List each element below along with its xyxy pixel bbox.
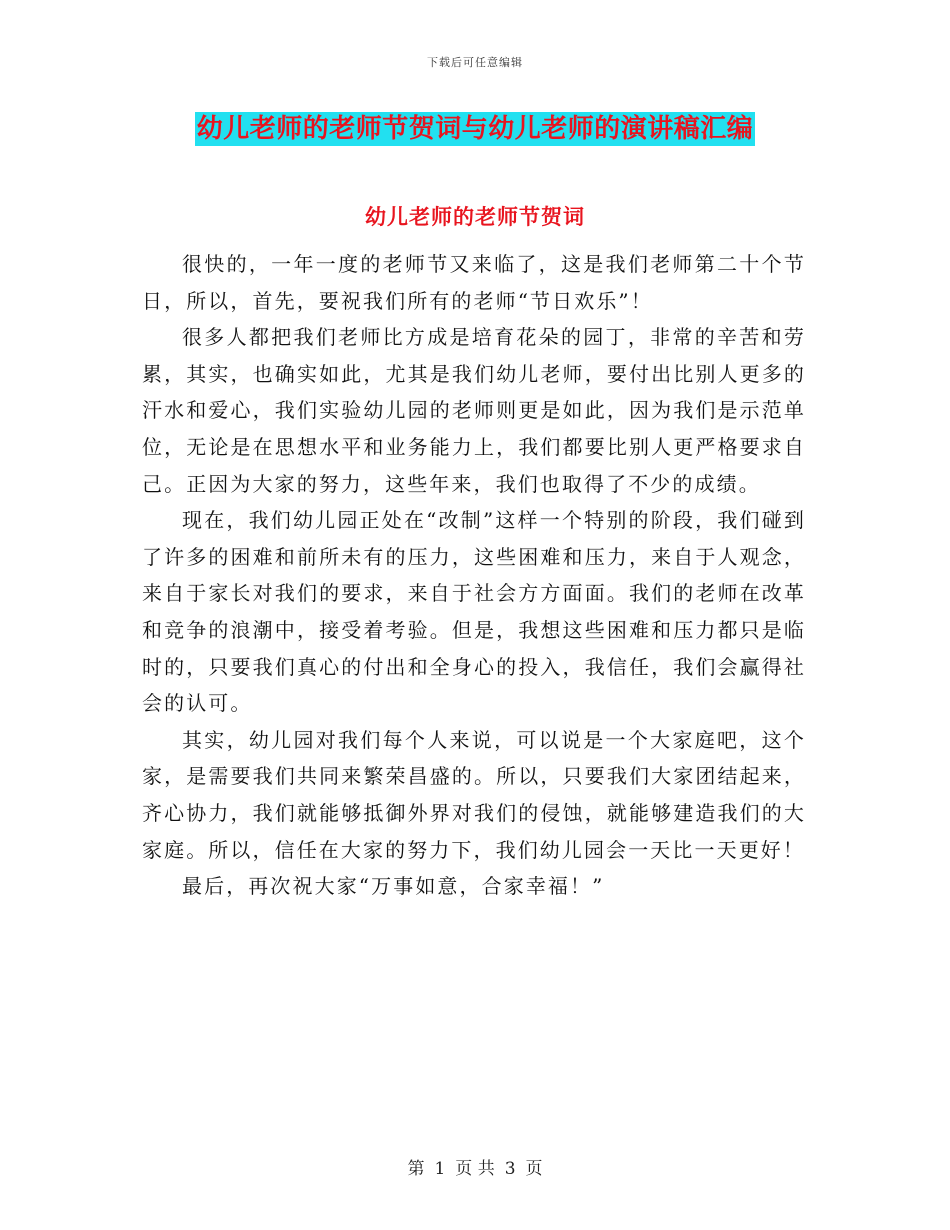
total-pages: 3: [504, 1159, 516, 1179]
page-number: 1: [434, 1159, 446, 1179]
footer-suffix: 页: [525, 1159, 543, 1179]
document-title: 幼儿老师的老师节贺词与幼儿老师的演讲稿汇编: [196, 114, 754, 144]
footer-middle: 页 共: [455, 1159, 495, 1179]
paragraph: 很快的，一年一度的老师节又来临了，这是我们老师第二十个节日，所以，首先，要祝我们所有的老师“节日欢乐”！: [142, 252, 806, 313]
document-body: [142, 246, 806, 905]
paragraph: 很多人都把我们老师比方成是培育花朵的园丁，非常的辛苦和劳累，其实，也确实如此，尤其是我们幼儿老师，要付出比别人更多的汗水和爱心，我们实验幼儿园的老师则更是如此，因为我们是示范单位，无论是在思想水平和业务能力上，我们都要比别人更严格要求自己。正因为大家的努力，这些年来，我们也取得了不少的成绩。: [142, 325, 806, 496]
document-title-block: [0, 112, 950, 146]
paragraph: 现在，我们幼儿园正处在“改制”这样一个特别的阶段，我们碰到了许多的困难和前所未有的压力，这些困难和压力，来自于人观念，来自于家长对我们的要求，来自于社会方方面面。我们的老师在改革和竞争的浪潮中，接受着考验。但是，我想这些困难和压力都只是临时的，只要我们真心的付出和全身心的投入，我信任，我们会赢得社会的认可。: [142, 508, 806, 716]
paragraph: 其实，幼儿园对我们每个人来说，可以说是一个大家庭吧，这个家，是需要我们共同来繁荣昌盛的。所以，只要我们大家团结起来，齐心协力，我们就能够抵御外界对我们的侵蚀，就能够建造我们的大家庭。所以，信任在大家的努力下，我们幼儿园会一天比一天更好！: [142, 727, 806, 862]
paragraph: 最后，再次祝大家“万事如意，合家幸福！”: [182, 874, 605, 899]
page-footer: [0, 1154, 950, 1179]
section-title: 幼儿老师的老师节贺词: [365, 204, 585, 229]
header-note: 下载后可任意编辑: [427, 56, 523, 69]
footer-prefix: 第: [407, 1159, 425, 1179]
